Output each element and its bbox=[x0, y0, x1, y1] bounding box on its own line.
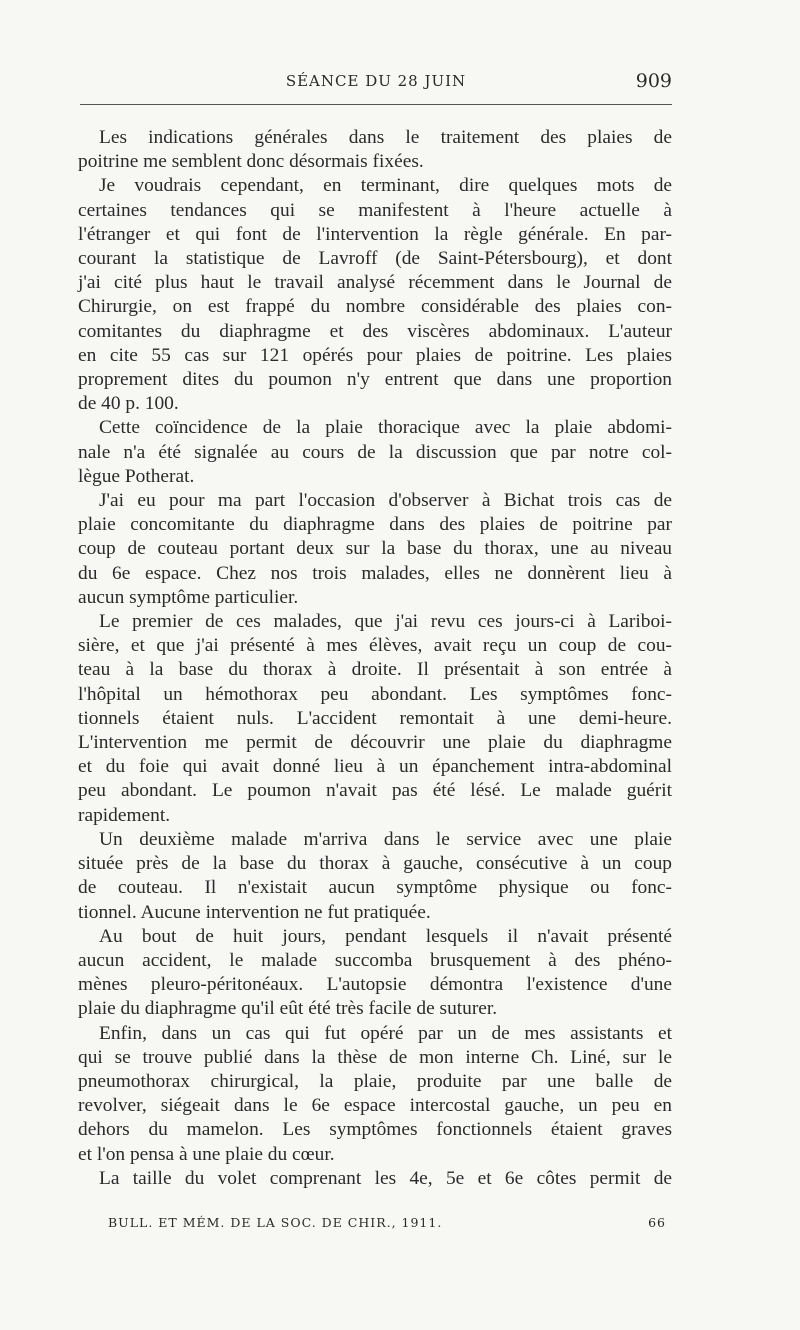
text-line: certaines tendances qui se manifestent à l'heure actuelle à bbox=[78, 199, 672, 221]
text-line: Cette coïncidence de la plaie thoracique avec la plaie abdomi- bbox=[99, 417, 672, 439]
text-line: en cite 55 cas sur 121 opérés pour plaies de poitrine. Les plaies bbox=[78, 344, 672, 366]
paragraph bbox=[78, 416, 672, 489]
text-line: courant la statistique de Lavroff (de Saint-Pétersbourg), et dont bbox=[78, 248, 672, 270]
text-line: La taille du volet comprenant les 4e, 5e et 6e côtes permit de bbox=[99, 1167, 672, 1189]
paragraph bbox=[78, 610, 672, 828]
text-line: sière, et que j'ai présenté à mes élèves, avait reçu un coup de cou- bbox=[78, 635, 672, 657]
text-line: Les indications générales dans le traitement des plaies de bbox=[99, 127, 672, 148]
paragraph bbox=[78, 489, 672, 610]
text-line: située près de la base du thorax à gauche, consécutive à un coup bbox=[78, 853, 672, 875]
text-line: Un deuxième malade m'arriva dans le service avec une plaie bbox=[99, 828, 672, 850]
footer-journal: BULL. ET MÉM. DE LA SOC. DE CHIR., 1911. bbox=[108, 1215, 443, 1230]
text-line: qui se trouve publié dans la thèse de mon interne Ch. Liné, sur le bbox=[78, 1046, 672, 1068]
text-line: de 40 p. 100. bbox=[78, 393, 179, 415]
text-line: Enfin, dans un cas qui fut opéré par un de mes assistants et bbox=[99, 1022, 672, 1044]
text-line: aucun symptôme particulier. bbox=[78, 586, 299, 608]
text-line: rapidement. bbox=[78, 804, 171, 826]
paragraph bbox=[78, 828, 672, 925]
text-line: tionnel. Aucune intervention ne fut pratiquée. bbox=[78, 901, 431, 923]
text-line: nale n'a été signalée au cours de la discussion que par notre col- bbox=[78, 441, 672, 463]
text-line: mènes pleuro-péritonéaux. L'autopsie démontra l'existence d'une bbox=[78, 974, 672, 996]
text-line: dehors du mamelon. Les symptômes fonctionnels étaient graves bbox=[78, 1119, 672, 1141]
text-line: Je voudrais cependant, en terminant, dire quelques mots de bbox=[99, 175, 672, 197]
text-line: pneumothorax chirurgical, la plaie, produite par une balle de bbox=[78, 1070, 672, 1092]
running-head-title: SÉANCE DU 28 JUIN bbox=[285, 72, 467, 90]
text-line: Au bout de huit jours, pendant lesquels il n'avait présenté bbox=[99, 925, 672, 947]
running-head bbox=[80, 70, 672, 98]
text-line: Le premier de ces malades, que j'ai revu ces jours-ci à Lariboi- bbox=[99, 611, 672, 633]
body-text bbox=[78, 126, 672, 1191]
text-line: teau à la base du thorax à droite. Il présentait à son entrée à bbox=[78, 659, 672, 681]
text-line: revolver, siégeait dans le 6e espace intercostal gauche, un peu en bbox=[78, 1095, 672, 1117]
text-line: proprement dites du poumon n'y entrent que dans une proportion bbox=[78, 369, 672, 391]
header-rule bbox=[80, 104, 672, 105]
text-line: j'ai cité plus haut le travail analysé récemment dans le Journal de bbox=[78, 272, 672, 294]
text-line: tionnels étaient nuls. L'accident remontait à une demi-heure. bbox=[78, 707, 672, 729]
page-number: 909 bbox=[635, 70, 672, 92]
text-line: l'étranger et qui font de l'intervention la règle générale. En par- bbox=[78, 223, 672, 245]
text-line: Chirurgie, on est frappé du nombre considérable des plaies con- bbox=[78, 296, 672, 318]
text-line: coup de couteau portant deux sur la base du thorax, une au niveau bbox=[78, 538, 672, 560]
paragraph bbox=[78, 174, 672, 416]
text-line: plaie concomitante du diaphragme dans des plaies de poitrine par bbox=[78, 514, 672, 536]
text-line: de couteau. Il n'existait aucun symptôme physique ou fonc- bbox=[78, 877, 672, 899]
footer-signature: 66 bbox=[648, 1215, 666, 1230]
text-line: du 6e espace. Chez nos trois malades, elles ne donnèrent lieu à bbox=[78, 562, 672, 584]
text-line: J'ai eu pour ma part l'occasion d'observer à Bichat trois cas de bbox=[99, 490, 672, 512]
paragraph bbox=[78, 126, 672, 174]
text-line: lègue Potherat. bbox=[78, 465, 195, 487]
text-line: plaie du diaphragme qu'il eût été très facile de suturer. bbox=[78, 998, 498, 1020]
text-line: l'hôpital un hémothorax peu abondant. Les symptômes fonc- bbox=[78, 683, 672, 705]
paragraph bbox=[78, 1022, 672, 1167]
text-line: et du foie qui avait donné lieu à un épanchement intra-abdominal bbox=[78, 756, 672, 778]
text-line: poitrine me semblent donc désormais fixées. bbox=[78, 151, 424, 173]
text-line: L'intervention me permit de découvrir une plaie du diaphragme bbox=[78, 732, 672, 754]
paragraph bbox=[78, 1167, 672, 1191]
text-line: comitantes du diaphragme et des viscères abdominaux. L'auteur bbox=[78, 320, 672, 342]
text-line: peu abondant. Le poumon n'avait pas été lésé. Le malade guérit bbox=[78, 780, 672, 802]
page-footer bbox=[108, 1215, 666, 1235]
paragraph bbox=[78, 925, 672, 1022]
text-line: aucun accident, le malade succomba brusquement à des phéno- bbox=[78, 949, 672, 971]
text-line: et l'on pensa à une plaie du cœur. bbox=[78, 1143, 335, 1165]
